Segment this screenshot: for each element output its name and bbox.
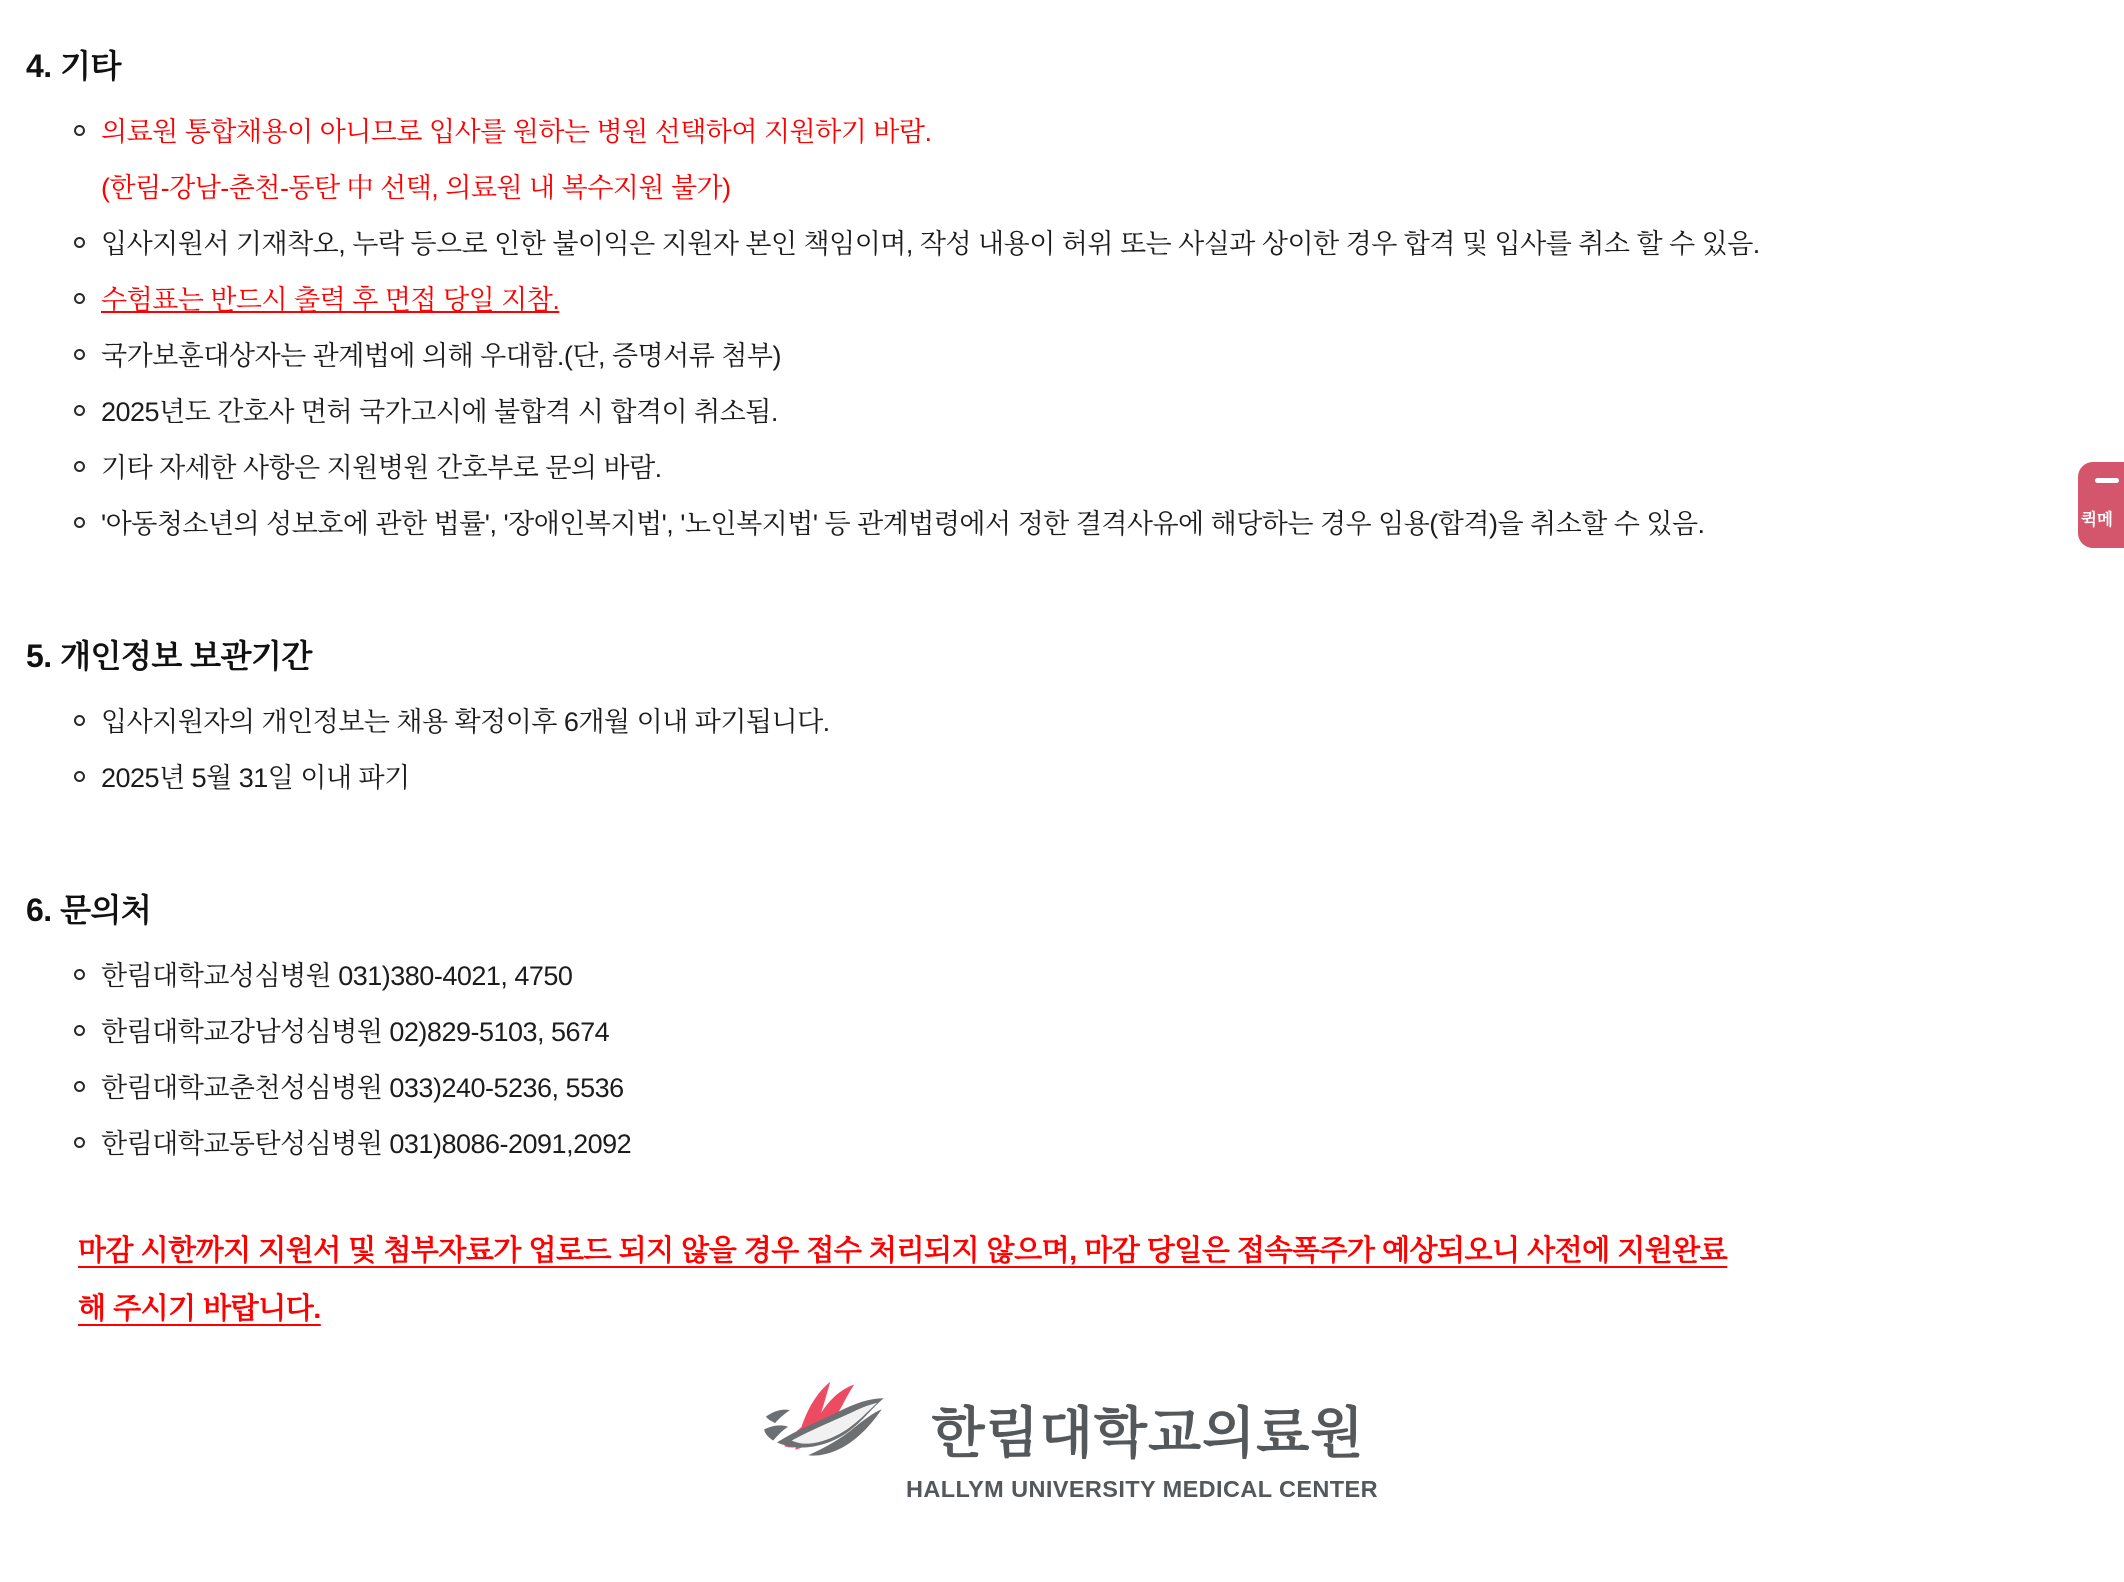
list-item bbox=[74, 496, 2084, 552]
list-item-text: 한림대학교춘천성심병원 033)240-5236, 5536 bbox=[101, 1073, 624, 1103]
bullet-circle-icon bbox=[74, 1137, 85, 1148]
quick-menu-tab[interactable] bbox=[2078, 462, 2124, 548]
list-item-text: 수험표는 반드시 출력 후 면접 당일 지참. bbox=[101, 285, 560, 315]
bullet-circle-icon bbox=[74, 125, 85, 136]
list-item bbox=[74, 1060, 2084, 1116]
list-item bbox=[74, 104, 2084, 160]
list-item bbox=[74, 1116, 2084, 1172]
list-item bbox=[74, 694, 2084, 750]
bullet-circle-icon bbox=[74, 715, 85, 726]
bullet-circle-icon bbox=[74, 969, 85, 980]
bullet-circle-icon bbox=[74, 349, 85, 360]
list-item bbox=[74, 216, 2084, 272]
list-item-text: 기타 자세한 사항은 지원병원 간호부로 문의 바람. bbox=[101, 453, 662, 483]
section bbox=[26, 46, 2084, 552]
list-item bbox=[74, 272, 2084, 328]
list-item-text: 2025년 5월 31일 이내 파기 bbox=[101, 763, 410, 793]
deadline-warning-line1: 마감 시한까지 지원서 및 첨부자료가 업로드 되지 않을 경우 접수 처리되지 않으며, 마감 당일은 접속폭주가 예상되오니 사전에 지원완료 bbox=[78, 1235, 1728, 1267]
section bbox=[26, 890, 2084, 1172]
notice-sections bbox=[26, 46, 2084, 1172]
list-item bbox=[74, 384, 2084, 440]
list-item-text: 2025년도 간호사 면허 국가고시에 불합격 시 합격이 취소됨. bbox=[101, 397, 778, 427]
list-item bbox=[74, 948, 2084, 1004]
list-item bbox=[74, 1004, 2084, 1060]
deadline-warning bbox=[78, 1222, 2084, 1338]
logo-english-text: HALLYM UNIVERSITY MEDICAL CENTER bbox=[906, 1476, 1378, 1502]
bullet-circle-icon bbox=[74, 405, 85, 416]
minimize-dash-icon bbox=[2095, 478, 2119, 483]
section-title: 6. 문의처 bbox=[26, 892, 152, 928]
logo-korean-text: 한림대학교의료원 bbox=[931, 1401, 1365, 1464]
section-title: 5. 개인정보 보관기간 bbox=[26, 638, 312, 674]
bullet-circle-icon bbox=[74, 517, 85, 528]
list-item bbox=[74, 328, 2084, 384]
section-list bbox=[26, 694, 2084, 806]
bullet-circle-icon bbox=[74, 1025, 85, 1036]
list-item-text: (한림-강남-춘천-동탄 中 선택, 의료원 내 복수지원 불가) bbox=[101, 173, 731, 203]
list-item-text: 한림대학교동탄성심병원 031)8086-2091,2092 bbox=[101, 1129, 632, 1159]
list-item-text: 국가보훈대상자는 관계법에 의해 우대함.(단, 증명서류 첨부) bbox=[101, 341, 781, 371]
list-item-text: 의료원 통합채용이 아니므로 입사를 원하는 병원 선택하여 지원하기 바람. bbox=[101, 117, 932, 147]
hallym-logo-swoosh-icon bbox=[759, 1378, 909, 1470]
section-list bbox=[26, 104, 2084, 552]
bullet-circle-icon bbox=[74, 293, 85, 304]
list-item-text: 입사지원서 기재착오, 누락 등으로 인한 불이익은 지원자 본인 책임이며, 작성 내용이 허위 또는 사실과 상이한 경우 합격 및 입사를 취소 할 수 있음. bbox=[101, 229, 1760, 259]
list-item-text: 한림대학교성심병원 031)380-4021, 4750 bbox=[101, 961, 573, 991]
list-item-text: 입사지원자의 개인정보는 채용 확정이후 6개월 이내 파기됩니다. bbox=[101, 707, 830, 737]
bullet-circle-icon bbox=[74, 1081, 85, 1092]
section-list bbox=[26, 948, 2084, 1172]
list-item-text: '아동청소년의 성보호에 관한 법률', '장애인복지법', '노인복지법' 등 관계법령에서 정한 결격사유에 해당하는 경우 임용(합격)을 취소할 수 있음. bbox=[101, 509, 1705, 539]
hallym-logo bbox=[0, 1378, 2124, 1503]
deadline-warning-line2: 해 주시기 바랍니다. bbox=[78, 1293, 321, 1325]
list-item bbox=[74, 440, 2084, 496]
bullet-circle-icon bbox=[74, 237, 85, 248]
section-title: 4. 기타 bbox=[26, 48, 121, 84]
section bbox=[26, 636, 2084, 806]
list-item bbox=[74, 750, 2084, 806]
bullet-circle-icon bbox=[74, 771, 85, 782]
list-item bbox=[74, 160, 2084, 216]
list-item-text: 한림대학교강남성심병원 02)829-5103, 5674 bbox=[101, 1017, 610, 1047]
quick-menu-label: 퀵메 bbox=[2081, 511, 2113, 529]
bullet-circle-icon bbox=[74, 461, 85, 472]
